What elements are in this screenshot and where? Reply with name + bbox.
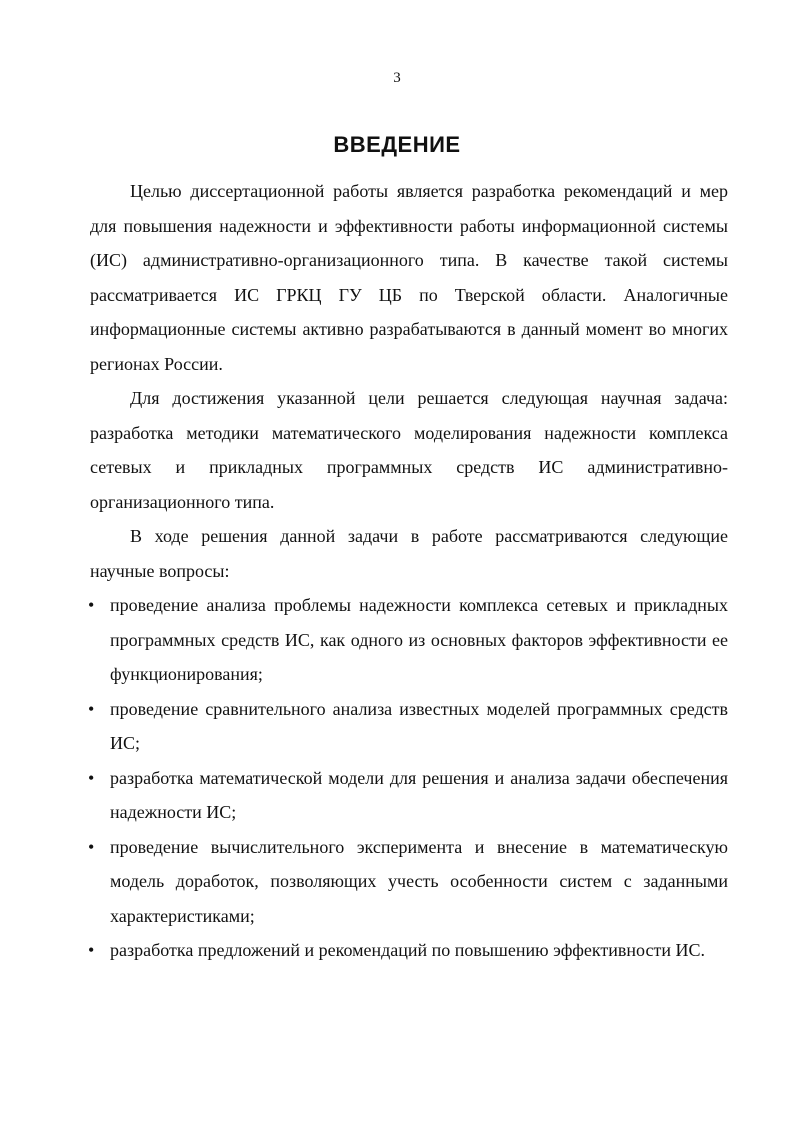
bullet-icon: •: [88, 595, 95, 615]
list-item: [90, 761, 728, 830]
paragraph-task: Для достижения указанной цели решается следующая научная задача: разработка методики математического моделирования надежности комплекса сетевых и прикладных программных средств ИС административно-организационного типа.: [90, 388, 728, 512]
bullet-icon: •: [88, 698, 95, 719]
bullet-icon: •: [88, 940, 95, 960]
list-item-text: проведение вычислительного эксперимента и внесение в математическую модель доработок, позволяющих учесть особенности систем с заданными характеристиками;: [110, 836, 728, 926]
list-item-text: разработка математической модели для решения и анализа задачи обеспечения надежности ИС;: [110, 767, 728, 822]
list-item-text: проведение сравнительного анализа известных моделей программных средств ИС;: [110, 698, 728, 753]
list-item: [90, 830, 728, 934]
paragraph-goal: Целью диссертационной работы является разработка рекомендаций и мер для повышения надежности и эффективности работы информационной системы (ИС) административно-организационного типа. В качестве такой системы рассматривается ИС ГРКЦ ГУ ЦБ по Тверской области. Аналогичные информационные системы активно разрабатываются в данный момент во многих регионах России.: [90, 181, 728, 374]
list-item-text: проведение анализа проблемы надежности комплекса сетевых и прикладных программных средств ИС, как одного из основных факторов эффективности ее функционирования;: [110, 595, 728, 684]
paragraph-questions-intro: В ходе решения данной задачи в работе рассматриваются следующие научные вопросы:: [90, 526, 728, 581]
questions-list: [90, 588, 728, 968]
bullet-icon: •: [88, 767, 95, 788]
page-title: ВВЕДЕНИЕ: [333, 132, 461, 157]
page-number: 3: [393, 70, 401, 86]
list-item: [90, 933, 728, 968]
bullet-icon: •: [88, 836, 95, 857]
list-item: [90, 588, 728, 692]
list-item: [90, 692, 728, 761]
list-item-text: разработка предложений и рекомендаций по повышению эффективности ИС.: [110, 940, 706, 960]
document-body: [90, 174, 728, 968]
